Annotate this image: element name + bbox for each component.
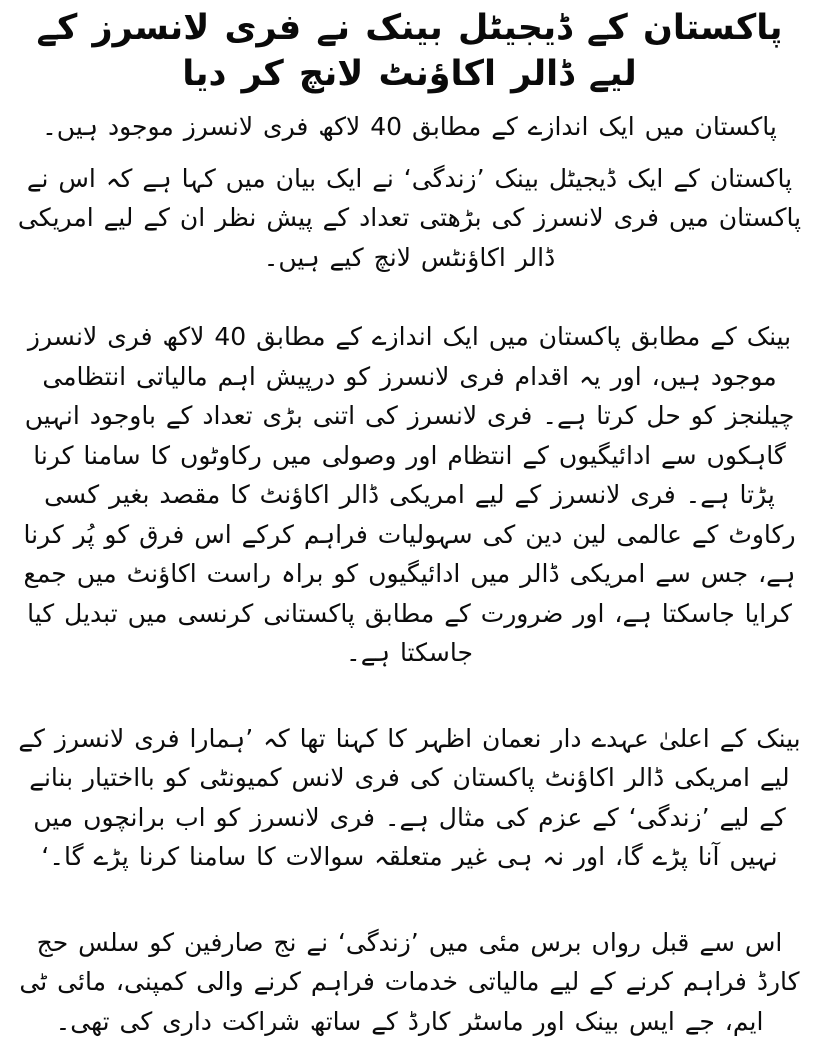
article-lede: پاکستان میں ایک اندازے کے مطابق 40 لاکھ فری لانسرز موجود ہیں۔ [8, 107, 811, 147]
article-headline: پاکستان کے ڈیجیٹل بینک نے فری لانسرز کے لیے ڈالر اکاؤنٹ لانچ کر دیا [8, 6, 811, 97]
paragraph-spacer-3 [8, 877, 811, 923]
article-paragraph-4: اس سے قبل رواں برس مئی میں ’زندگی‘ نے نج صارفین کو سلس حج کارڈ فراہم کرنے کے لیے مالیاتی خدمات فراہم کرنے والی کمپنی، مائی ٹی ایم، جے ایس بینک اور ماسٹر کارڈ کے ساتھ شراکت داری کی تھی۔ [8, 923, 811, 1041]
paragraph-spacer-2 [8, 673, 811, 719]
spacer-after-lede [8, 147, 811, 159]
article-paragraph-1: پاکستان کے ایک ڈیجیٹل بینک ’زندگی‘ نے ایک بیان میں کہا ہے کہ اس نے پاکستان میں فری لانسرز کی بڑھتی تعداد کے پیش نظر ان کے لیے امریکی ڈالر اکاؤنٹس لانچ کیے ہیں۔ [8, 159, 811, 278]
article-paragraph-3: بینک کے اعلیٰ عہدے دار نعمان اظہر کا کہنا تھا کہ ’ہمارا فری لانسرز کے لیے امریکی ڈالر اکاؤنٹ پاکستان کی فری لانس کمیونٹی کو بااختیار بنانے کے لیے ’زندگی‘ کے عزم کی مثال ہے۔ فری لانسرز کو اب برانچوں میں نہیں آنا پڑے گا، اور نہ ہی غیر متعلقہ سوالات کا سامنا کرنا پڑے گا۔‘ [8, 719, 811, 877]
paragraph-spacer-1 [8, 277, 811, 317]
article-paragraph-2: بینک کے مطابق پاکستان میں ایک اندازے کے مطابق 40 لاکھ فری لانسرز موجود ہیں، اور یہ اقدام فری لانسرز کو درپیش اہم مالیاتی انتظامی چیلنجز کو حل کرتا ہے۔ فری لانسرز کی اتنی بڑی تعداد کے باوجود انہیں گاہکوں سے ادائیگیوں کے انتظام اور وصولی میں رکاوٹوں کا سامنا کرنا پڑتا ہے۔ فری لانسرز کے لیے امریکی ڈالر اکاؤنٹ کا مقصد بغیر کسی رکاوٹ کے عالمی لین دین کی سہولیات فراہم کرکے اس فرق کو پُر کرنا ہے، جس سے امریکی ڈالر میں ادائیگیوں کو براہ راست اکاؤنٹ میں جمع کرایا جاسکتا ہے، اور ضرورت کے مطابق پاکستانی کرنسی میں تبدیل کیا جاسکتا ہے۔ [8, 317, 811, 673]
article-body [8, 159, 811, 1041]
